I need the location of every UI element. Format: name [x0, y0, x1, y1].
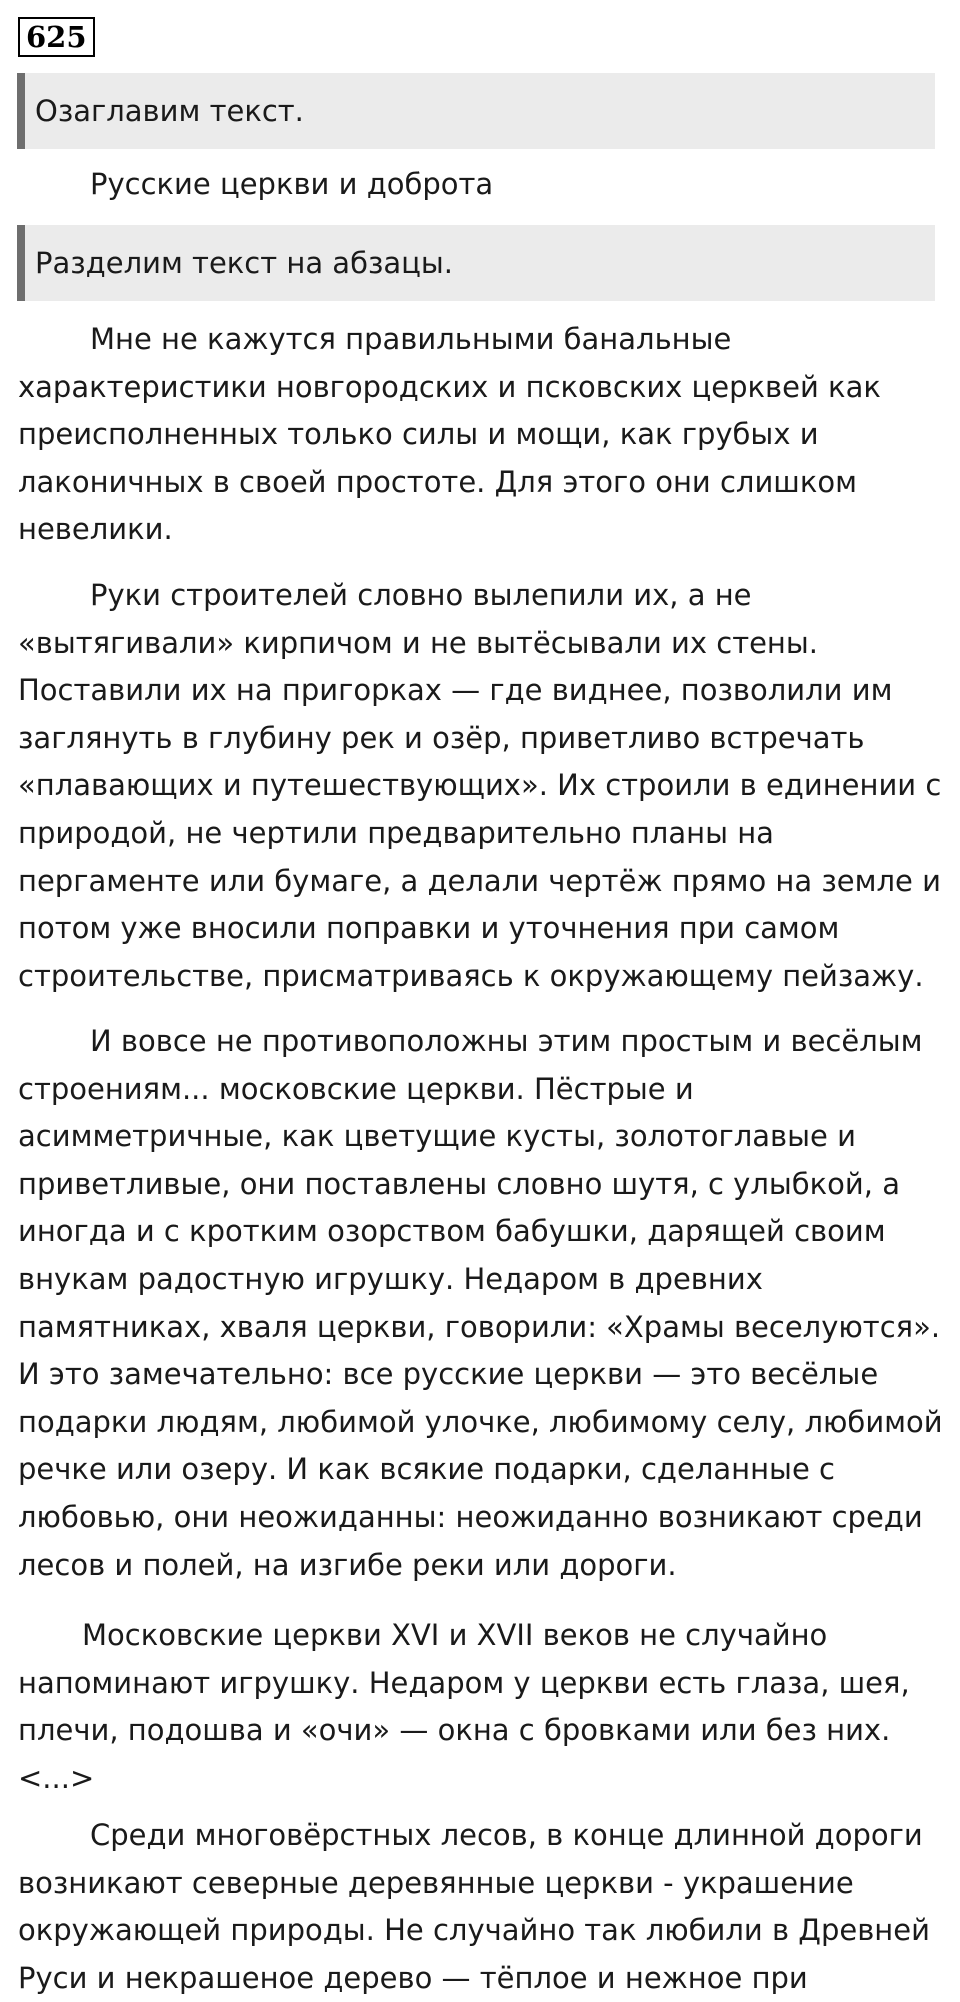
paragraph-1: Мне не кажутся правильными банальные характеристики новгородских и псковских церквей как преисполненных только силы и мощи, как грубых и лаконичных в своей простоте. Для этого они слишком невелики. [18, 322, 881, 547]
paragraph-5: Среди многовёрстных лесов, в конце длинной дороги возникают северные деревянные церкви - украшение окружающей природы. Не случайно так любили в Древней Руси и некрашеное дерево — тёплое и нежное при [18, 1818, 930, 1995]
paragraph-4: Московские церкви XVI и XVII веков не случайно напоминают игрушку. Недаром у церкви есть глаза, шея, плечи, подошва и «очи» — окна с бровками или без них. <...> [18, 1618, 910, 1795]
paragraph-3: И вовсе не противоположны этим простым и весёлым строениям... московские церкви. Пёстрые и асимметричные, как цветущие кусты, золотоглавые и приветливые, они поставлены словно шутя, с улыбкой, а иногда и с кротким озорством бабушки, дарящей своим внукам радостную игрушку. Недаром в древних памятниках, хваля церкви, говорили: «Храмы веселуются». И это замечательно: все русские церкви — это весёлые подарки людям, любимой улочке, любимому селу, любимой речке или озеру. И как всякие подарки, сделанные с любовью, они неожиданны: неожиданно возникают среди лесов и полей, на изгибе реки или дороги. [18, 1024, 943, 1582]
instruction-banner-paragraphs: Разделим текст на абзацы. [17, 225, 935, 301]
instruction-banner-title: Озаглавим текст. [17, 73, 935, 149]
text-title: Русские церкви и доброта [90, 167, 494, 201]
paragraph-2: Руки строителей словно вылепили их, а не «вытягивали» кирпичом и не вытёсывали их стены. Поставили их на пригорках — где виднее, позволили им заглянуть в глубину рек и озёр, приветливо встречать «плавающих и путешествующих». Их строили в единении с природой, не чертили предварительно планы на пергаменте или бумаге, а делали чертёж прямо на земле и потом уже вносили поправки и уточнения при самом строительстве, присматриваясь к окружающему пейзажу. [18, 578, 942, 993]
task-number-badge: 625 [18, 17, 95, 57]
